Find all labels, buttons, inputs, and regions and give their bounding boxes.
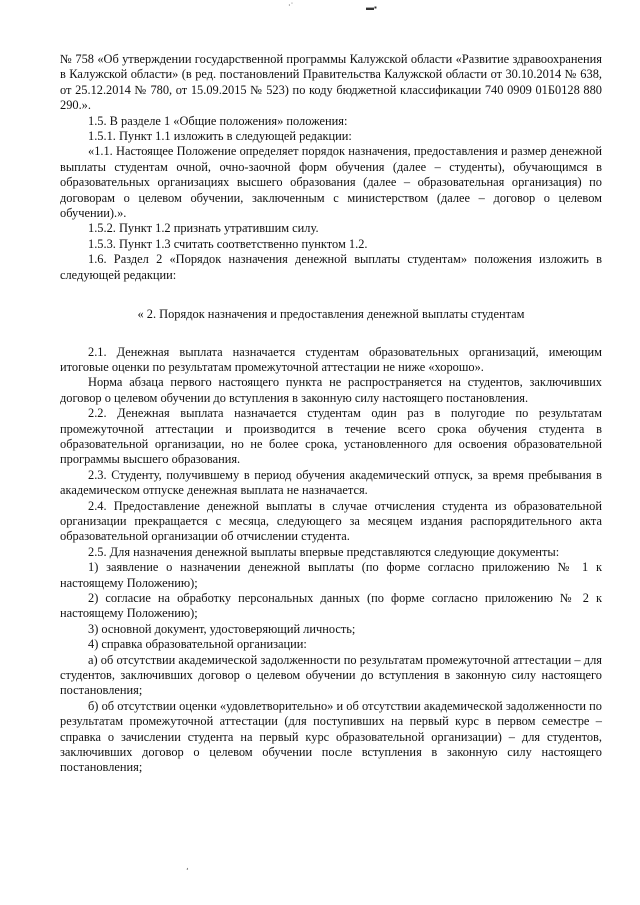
scan-speck: ·˙ bbox=[288, 1, 294, 10]
paragraph: № 758 «Об утверждении государственной программы Калужской области «Развитие здравоохранения в Калужской области» (в ред. постановлений Правительства Калужской области от 30.10.2014 № 638, от 25.12.2014 № 780, от 15.09.2015 № 523) по коду бюджетной классификации 740 0909 01Б0128 880 290.». bbox=[60, 52, 602, 113]
list-item: 2) согласие на обработку персональных данных (по форме согласно приложению № 2 к настоящему Положению); bbox=[60, 591, 602, 621]
paragraph: «1.1. Настоящее Положение определяет порядок назначения, предоставления и размер денежной выплаты студентам очной, очно-заочной форм обучения (далее – студенты), обучающимся в образовательных организациях высшего образования (далее – образовательная организация) по договорам о целевом обучении, заключенным с министерством (далее – договор о целевом обучении).». bbox=[60, 144, 602, 221]
document-body bbox=[60, 52, 602, 776]
paragraph: 1.5.2. Пункт 1.2 признать утратившим силу. bbox=[88, 221, 319, 236]
paragraph: 2.3. Студенту, получившему в период обучения академический отпуск, за время пребывания в академическом отпуске денежная выплата не назначается. bbox=[60, 467, 602, 498]
paragraph: 1.5.1. Пункт 1.1 изложить в следующей редакции: bbox=[88, 129, 352, 144]
sub-list-item: а) об отсутствии академической задолженности по результатам промежуточной аттестации – для студентов, заключивших договор о целевом обучении до вступления в законную силу настоящего постановления; bbox=[60, 652, 602, 698]
section-heading: « 2. Порядок назначения и предоставления денежной выплаты студентам bbox=[137, 307, 525, 322]
list-item: 4) справка образовательной организации: bbox=[88, 637, 307, 652]
paragraph: 2.5. Для назначения денежной выплаты впервые представляются следующие документы: bbox=[88, 544, 560, 559]
scan-speck: ¸ bbox=[186, 861, 189, 870]
list-item: 3) основной документ, удостоверяющий личность; bbox=[88, 621, 356, 636]
sub-list-item: б) об отсутствии оценки «удовлетворительно» и об отсутствии академической задолженности по результатам промежуточной аттестации (для поступивших на первый курс в первом семестре – справка о зачислении студента на первый курс образовательной организации) – для студентов, заключивших договор о целевом обучении после вступления в законную силу настоящего постановления; bbox=[60, 698, 602, 775]
paragraph: 2.4. Предоставление денежной выплаты в случае отчисления студента из образовательной организации прекращается с месяца, следующего за месяцем издания распорядительного акта образовательной организации об отчислении студента. bbox=[60, 498, 602, 544]
scan-speck: ▬▪ bbox=[366, 3, 377, 12]
paragraph: Норма абзаца первого настоящего пункта не распространяется на студентов, заключивших договор о целевом обучении до вступления в законную силу настоящего постановления. bbox=[60, 375, 602, 405]
paragraph: 1.5.3. Пункт 1.3 считать соответственно пунктом 1.2. bbox=[88, 236, 368, 251]
paragraph: 2.1. Денежная выплата назначается студентам образовательных организаций, имеющим итоговые оценки по результатам промежуточной аттестации не ниже «хорошо». bbox=[60, 344, 602, 374]
paragraph: 1.5. В разделе 1 «Общие положения» положения: bbox=[88, 113, 348, 128]
paragraph: 2.2. Денежная выплата назначается студентам один раз в полугодие по результатам промежуточной аттестации и производится в течение всего срока обучения студента в образовательной организации, но не более срока, установленного для освоения образовательной программы высшего образования. bbox=[60, 406, 602, 467]
list-item: 1) заявление о назначении денежной выплаты (по форме согласно приложению № 1 к настоящему Положению); bbox=[60, 560, 602, 590]
paragraph: 1.6. Раздел 2 «Порядок назначения денежной выплаты студентам» положения изложить в следующей редакции: bbox=[60, 252, 602, 282]
